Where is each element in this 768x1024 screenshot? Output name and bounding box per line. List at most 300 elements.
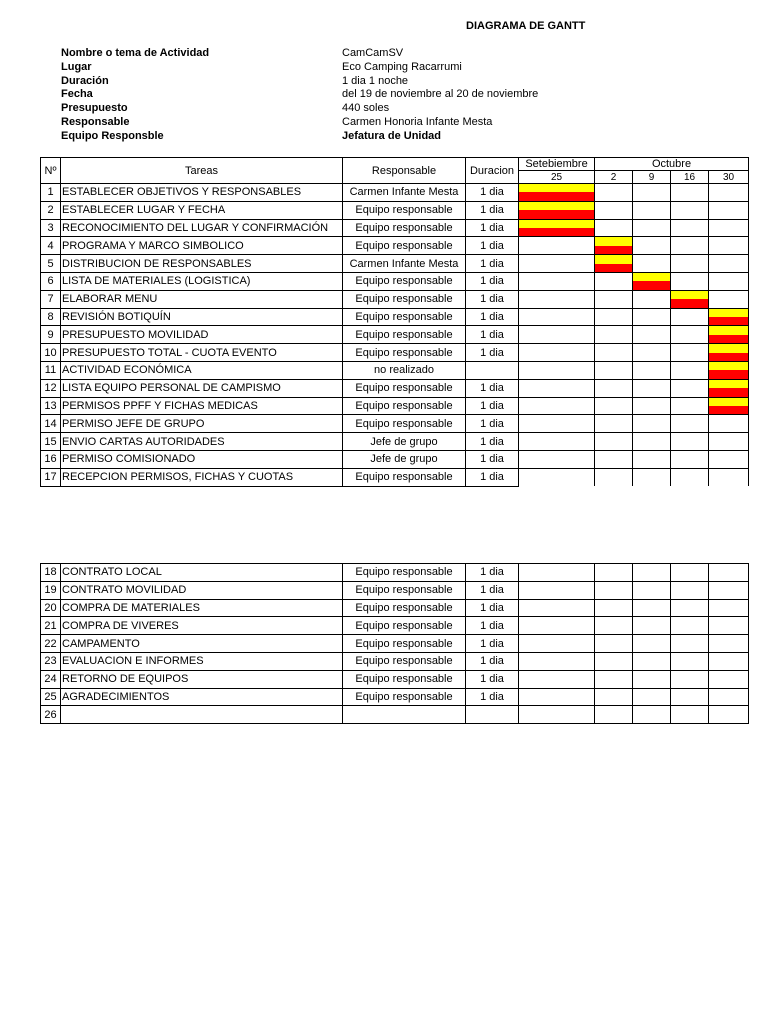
task-name: PROGRAMA Y MARCO SIMBOLICO — [61, 237, 343, 255]
task-number: 6 — [41, 272, 61, 290]
header-month-october: Octubre — [595, 158, 749, 171]
gantt-cell — [709, 361, 749, 379]
table-row — [41, 184, 749, 202]
task-name: LISTA EQUIPO PERSONAL DE CAMPISMO — [61, 379, 343, 397]
table-row — [41, 272, 749, 290]
gantt-cell — [671, 397, 709, 415]
table-row — [41, 433, 749, 451]
gantt-bar — [519, 220, 594, 237]
gantt-cell — [595, 344, 633, 362]
gantt-cell — [671, 468, 709, 486]
task-name: AGRADECIMIENTOS — [61, 688, 343, 706]
gantt-cell — [633, 344, 671, 362]
gantt-cell — [633, 361, 671, 379]
gantt-cell — [519, 219, 595, 237]
gantt-cell — [595, 670, 633, 688]
gantt-cell — [519, 652, 595, 670]
task-responsible: no realizado — [343, 361, 466, 379]
gantt-bar — [709, 362, 748, 379]
gantt-cell — [709, 255, 749, 273]
task-responsible: Equipo responsable — [343, 688, 466, 706]
info-label: Nombre o tema de Actividad — [61, 47, 210, 59]
gantt-cell — [595, 581, 633, 599]
task-name: ENVIO CARTAS AUTORIDADES — [61, 433, 343, 451]
gantt-bar — [709, 344, 748, 361]
task-number: 3 — [41, 219, 61, 237]
gantt-cell — [709, 272, 749, 290]
task-name: ESTABLECER LUGAR Y FECHA — [61, 201, 343, 219]
task-name: PRESUPUESTO TOTAL - CUOTA EVENTO — [61, 344, 343, 362]
info-value: Carmen Honoria Infante Mesta — [342, 115, 493, 128]
gantt-cell — [519, 581, 595, 599]
gantt-cell — [671, 379, 709, 397]
task-duration: 1 dia — [466, 450, 519, 468]
gantt-cell — [671, 688, 709, 706]
task-responsible: Equipo responsable — [343, 290, 466, 308]
task-number: 7 — [41, 290, 61, 308]
gantt-cell — [633, 581, 671, 599]
gantt-cell — [709, 706, 749, 724]
task-duration: 1 dia — [466, 184, 519, 202]
task-duration: 1 dia — [466, 468, 519, 486]
gantt-cell — [633, 688, 671, 706]
table-row — [41, 450, 749, 468]
table-row — [41, 599, 749, 617]
task-number: 24 — [41, 670, 61, 688]
gantt-cell — [519, 450, 595, 468]
task-responsible — [343, 706, 466, 724]
task-number: 11 — [41, 361, 61, 379]
gantt-cell — [595, 361, 633, 379]
gantt-bar — [671, 291, 708, 308]
task-responsible: Equipo responsable — [343, 219, 466, 237]
task-duration: 1 dia — [466, 433, 519, 451]
table-row — [41, 237, 749, 255]
gantt-cell — [709, 433, 749, 451]
gantt-cell — [671, 450, 709, 468]
gantt-cell — [519, 272, 595, 290]
task-name: RECONOCIMIENTO DEL LUGAR Y CONFIRMACIÓN — [61, 219, 343, 237]
gantt-cell — [595, 652, 633, 670]
header-week: 16 — [671, 171, 709, 184]
gantt-cell — [633, 599, 671, 617]
gantt-cell — [519, 688, 595, 706]
task-name: ELABORAR MENU — [61, 290, 343, 308]
gantt-cell — [709, 670, 749, 688]
task-number: 19 — [41, 581, 61, 599]
gantt-cell — [633, 450, 671, 468]
task-duration: 1 dia — [466, 415, 519, 433]
gantt-cell — [633, 652, 671, 670]
task-name: CAMPAMENTO — [61, 635, 343, 653]
task-duration: 1 dia — [466, 397, 519, 415]
task-name — [61, 706, 343, 724]
table-row — [41, 255, 749, 273]
task-duration: 1 dia — [466, 379, 519, 397]
task-responsible: Equipo responsable — [343, 201, 466, 219]
info-label: Responsable — [61, 115, 130, 128]
task-name: REVISIÓN BOTIQUÍN — [61, 308, 343, 326]
task-name: CONTRATO MOVILIDAD — [61, 581, 343, 599]
task-name: PRESUPUESTO MOVILIDAD — [61, 326, 343, 344]
task-number: 18 — [41, 564, 61, 582]
gantt-cell — [595, 706, 633, 724]
gantt-cell — [709, 308, 749, 326]
task-duration — [466, 361, 519, 379]
gantt-cell — [519, 706, 595, 724]
gantt-bar — [709, 398, 748, 415]
gantt-cell — [595, 564, 633, 582]
gantt-cell — [709, 397, 749, 415]
task-responsible: Equipo responsable — [343, 581, 466, 599]
gantt-cell — [709, 326, 749, 344]
table-row — [41, 397, 749, 415]
gantt-cell — [709, 237, 749, 255]
gantt-cell — [519, 255, 595, 273]
task-number: 21 — [41, 617, 61, 635]
gantt-cell — [633, 219, 671, 237]
task-name: RECEPCION PERMISOS, FICHAS Y CUOTAS — [61, 468, 343, 486]
task-duration: 1 dia — [466, 617, 519, 635]
gantt-cell — [709, 201, 749, 219]
gantt-cell — [671, 599, 709, 617]
table-row — [41, 201, 749, 219]
table-row — [41, 706, 749, 724]
task-responsible: Equipo responsable — [343, 308, 466, 326]
task-name: PERMISO COMISIONADO — [61, 450, 343, 468]
gantt-cell — [633, 433, 671, 451]
task-number: 14 — [41, 415, 61, 433]
task-name: PERMISOS PPFF Y FICHAS MEDICAS — [61, 397, 343, 415]
table-row — [41, 308, 749, 326]
gantt-cell — [633, 308, 671, 326]
gantt-cell — [519, 184, 595, 202]
gantt-cell — [519, 201, 595, 219]
task-duration: 1 dia — [466, 219, 519, 237]
gantt-cell — [633, 564, 671, 582]
task-name: COMPRA DE MATERIALES — [61, 599, 343, 617]
gantt-cell — [709, 635, 749, 653]
gantt-cell — [633, 415, 671, 433]
gantt-cell — [671, 361, 709, 379]
gantt-cell — [519, 564, 595, 582]
info-value: del 19 de noviembre al 20 de noviembre — [342, 88, 539, 101]
task-number: 2 — [41, 201, 61, 219]
gantt-cell — [633, 468, 671, 486]
gantt-cell — [633, 397, 671, 415]
gantt-cell — [519, 308, 595, 326]
gantt-cell — [671, 344, 709, 362]
task-number: 23 — [41, 652, 61, 670]
gantt-cell — [595, 219, 633, 237]
gantt-cell — [595, 415, 633, 433]
header-week: 30 — [709, 171, 749, 184]
info-value: 440 soles — [342, 102, 390, 115]
gantt-cell — [595, 237, 633, 255]
header-responsible: Responsable — [343, 158, 466, 184]
info-value: Jefatura de Unidad — [342, 129, 442, 142]
gantt-cell — [709, 617, 749, 635]
gantt-cell — [709, 184, 749, 202]
gantt-cell — [709, 564, 749, 582]
gantt-cell — [633, 617, 671, 635]
gantt-cell — [595, 379, 633, 397]
task-responsible: Equipo responsable — [343, 670, 466, 688]
gantt-cell — [633, 706, 671, 724]
gantt-cell — [671, 670, 709, 688]
task-duration: 1 dia — [466, 599, 519, 617]
task-responsible: Equipo responsable — [343, 237, 466, 255]
gantt-cell — [709, 344, 749, 362]
task-number: 17 — [41, 468, 61, 486]
table-row — [41, 361, 749, 379]
gantt-cell — [519, 670, 595, 688]
task-number: 20 — [41, 599, 61, 617]
gantt-cell — [671, 652, 709, 670]
task-number: 25 — [41, 688, 61, 706]
task-name: RETORNO DE EQUIPOS — [61, 670, 343, 688]
task-number: 13 — [41, 397, 61, 415]
task-duration: 1 dia — [466, 308, 519, 326]
gantt-cell — [519, 599, 595, 617]
gantt-bar — [519, 202, 594, 219]
table-row — [41, 617, 749, 635]
gantt-cell — [671, 415, 709, 433]
table-row — [41, 635, 749, 653]
task-name: CONTRATO LOCAL — [61, 564, 343, 582]
task-responsible: Equipo responsable — [343, 617, 466, 635]
table-row — [41, 290, 749, 308]
task-duration: 1 dia — [466, 237, 519, 255]
info-label: Lugar — [61, 60, 92, 73]
task-number: 16 — [41, 450, 61, 468]
task-number: 12 — [41, 379, 61, 397]
task-duration — [466, 706, 519, 724]
gantt-cell — [595, 688, 633, 706]
task-duration: 1 dia — [466, 344, 519, 362]
gantt-cell — [595, 397, 633, 415]
gantt-bar — [709, 326, 748, 343]
gantt-cell — [633, 201, 671, 219]
table-row — [41, 581, 749, 599]
gantt-cell — [595, 326, 633, 344]
gantt-cell — [595, 201, 633, 219]
table-row — [41, 468, 749, 486]
task-number: 26 — [41, 706, 61, 724]
gantt-cell — [671, 635, 709, 653]
gantt-cell — [595, 272, 633, 290]
gantt-cell — [519, 433, 595, 451]
header-week: 25 — [519, 171, 595, 184]
task-responsible: Equipo responsable — [343, 326, 466, 344]
gantt-cell — [633, 237, 671, 255]
gantt-cell — [709, 290, 749, 308]
gantt-cell — [709, 415, 749, 433]
gantt-table-part2 — [40, 563, 749, 724]
header-week: 2 — [595, 171, 633, 184]
task-duration: 1 dia — [466, 326, 519, 344]
gantt-cell — [633, 290, 671, 308]
task-number: 10 — [41, 344, 61, 362]
gantt-cell — [709, 688, 749, 706]
gantt-cell — [633, 379, 671, 397]
gantt-cell — [519, 326, 595, 344]
gantt-cell — [709, 450, 749, 468]
gantt-cell — [519, 290, 595, 308]
gantt-cell — [709, 581, 749, 599]
task-name: DISTRIBUCION DE RESPONSABLES — [61, 255, 343, 273]
header-num: Nº — [41, 158, 61, 184]
gantt-bar — [709, 309, 748, 326]
gantt-cell — [633, 635, 671, 653]
task-duration: 1 dia — [466, 581, 519, 599]
header-duration: Duracion — [466, 158, 519, 184]
task-responsible: Equipo responsable — [343, 468, 466, 486]
task-number: 22 — [41, 635, 61, 653]
table-row — [41, 652, 749, 670]
gantt-cell — [595, 255, 633, 273]
task-responsible: Equipo responsable — [343, 379, 466, 397]
info-label: Equipo Responsble — [61, 129, 164, 142]
task-duration: 1 dia — [466, 688, 519, 706]
task-duration: 1 dia — [466, 635, 519, 653]
gantt-bar — [595, 237, 632, 254]
gantt-bar — [519, 184, 594, 201]
task-responsible: Equipo responsable — [343, 344, 466, 362]
gantt-cell — [519, 237, 595, 255]
task-responsible: Carmen Infante Mesta — [343, 255, 466, 273]
gantt-cell — [519, 617, 595, 635]
task-duration: 1 dia — [466, 564, 519, 582]
task-number: 15 — [41, 433, 61, 451]
page-title: DIAGRAMA DE GANTT — [466, 20, 586, 32]
info-value: CamCamSV — [342, 47, 404, 59]
task-responsible: Equipo responsable — [343, 652, 466, 670]
task-duration: 1 dia — [466, 652, 519, 670]
gantt-cell — [519, 397, 595, 415]
task-number: 8 — [41, 308, 61, 326]
info-label: Fecha — [61, 88, 93, 101]
info-value: Eco Camping Racarrumi — [342, 60, 462, 73]
task-responsible: Carmen Infante Mesta — [343, 184, 466, 202]
info-value: 1 dia 1 noche — [342, 74, 409, 87]
task-number: 9 — [41, 326, 61, 344]
gantt-cell — [595, 290, 633, 308]
task-duration: 1 dia — [466, 670, 519, 688]
gantt-table-part1 — [40, 157, 749, 487]
gantt-cell — [595, 433, 633, 451]
gantt-cell — [671, 237, 709, 255]
gantt-cell — [633, 326, 671, 344]
table-row — [41, 688, 749, 706]
gantt-cell — [633, 184, 671, 202]
task-responsible: Equipo responsable — [343, 415, 466, 433]
task-duration: 1 dia — [466, 272, 519, 290]
task-name: ACTIVIDAD ECONÓMICA — [61, 361, 343, 379]
table-row — [41, 379, 749, 397]
gantt-cell — [709, 468, 749, 486]
task-name: LISTA DE MATERIALES (LOGISTICA) — [61, 272, 343, 290]
gantt-cell — [633, 272, 671, 290]
task-responsible: Jefe de grupo — [343, 433, 466, 451]
gantt-bar — [595, 255, 632, 272]
gantt-cell — [519, 635, 595, 653]
task-duration: 1 dia — [466, 255, 519, 273]
gantt-cell — [519, 344, 595, 362]
table-row — [41, 415, 749, 433]
task-duration: 1 dia — [466, 201, 519, 219]
info-label: Presupuesto — [61, 102, 128, 115]
task-responsible: Jefe de grupo — [343, 450, 466, 468]
gantt-cell — [595, 468, 633, 486]
gantt-cell — [671, 219, 709, 237]
gantt-cell — [671, 272, 709, 290]
gantt-cell — [671, 581, 709, 599]
header-task: Tareas — [61, 158, 343, 184]
gantt-cell — [709, 379, 749, 397]
table-row — [41, 344, 749, 362]
gantt-cell — [671, 326, 709, 344]
task-number: 4 — [41, 237, 61, 255]
gantt-cell — [671, 308, 709, 326]
task-responsible: Equipo responsable — [343, 564, 466, 582]
gantt-cell — [671, 564, 709, 582]
gantt-cell — [671, 255, 709, 273]
task-responsible: Equipo responsable — [343, 397, 466, 415]
task-name: ESTABLECER OBJETIVOS Y RESPONSABLES — [61, 184, 343, 202]
task-name: PERMISO JEFE DE GRUPO — [61, 415, 343, 433]
task-responsible: Equipo responsable — [343, 635, 466, 653]
table-row — [41, 326, 749, 344]
task-number: 5 — [41, 255, 61, 273]
gantt-cell — [519, 379, 595, 397]
gantt-cell — [709, 219, 749, 237]
task-duration: 1 dia — [466, 290, 519, 308]
task-number: 1 — [41, 184, 61, 202]
task-name: COMPRA DE VIVERES — [61, 617, 343, 635]
task-responsible: Equipo responsable — [343, 599, 466, 617]
gantt-cell — [595, 617, 633, 635]
table-row — [41, 564, 749, 582]
gantt-cell — [709, 599, 749, 617]
gantt-cell — [671, 706, 709, 724]
gantt-cell — [519, 415, 595, 433]
gantt-cell — [595, 450, 633, 468]
gantt-cell — [633, 670, 671, 688]
info-label: Duración — [61, 74, 109, 87]
gantt-cell — [595, 599, 633, 617]
header-week: 9 — [633, 171, 671, 184]
task-name: EVALUACION E INFORMES — [61, 652, 343, 670]
gantt-cell — [671, 184, 709, 202]
gantt-cell — [709, 652, 749, 670]
table-row — [41, 219, 749, 237]
gantt-cell — [595, 308, 633, 326]
table-row — [41, 670, 749, 688]
gantt-bar — [633, 273, 670, 290]
gantt-cell — [671, 201, 709, 219]
task-responsible: Equipo responsable — [343, 272, 466, 290]
gantt-cell — [595, 635, 633, 653]
gantt-cell — [671, 617, 709, 635]
gantt-cell — [671, 433, 709, 451]
gantt-cell — [519, 468, 595, 486]
gantt-bar — [709, 380, 748, 397]
gantt-cell — [519, 361, 595, 379]
gantt-cell — [595, 184, 633, 202]
gantt-cell — [633, 255, 671, 273]
header-month-september: Setebiembre — [519, 158, 595, 171]
